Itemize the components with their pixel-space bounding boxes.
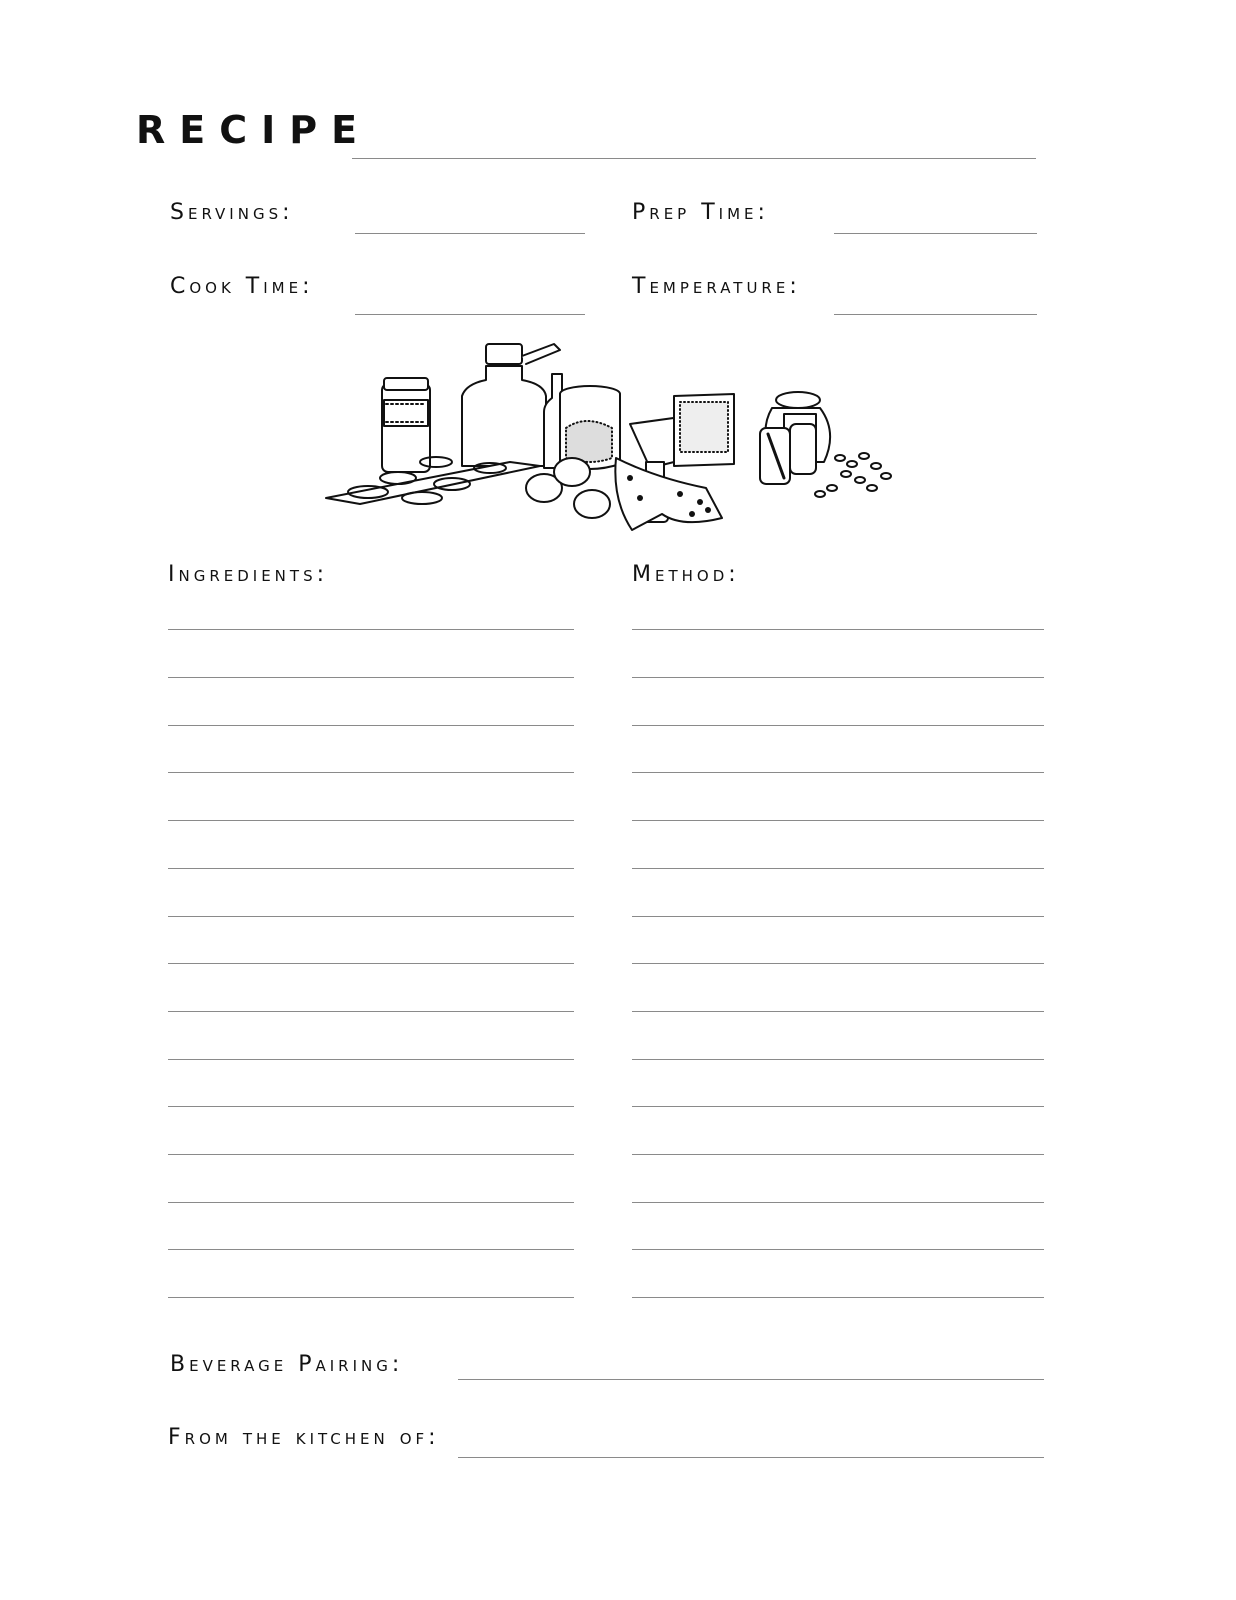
method-line[interactable]: [632, 916, 1044, 917]
method-line[interactable]: [632, 1154, 1044, 1155]
beverage-pairing-line[interactable]: [458, 1379, 1044, 1380]
baking-ingredients-illustration: [320, 338, 900, 538]
method-line[interactable]: [632, 629, 1044, 630]
prep-time-label: Prep Time:: [632, 200, 769, 225]
muffin-tin-icon: [326, 457, 540, 504]
ingredient-line[interactable]: [168, 772, 574, 773]
method-line[interactable]: [632, 820, 1044, 821]
method-label: Method:: [632, 562, 740, 587]
beans-icon: [815, 453, 891, 497]
method-line[interactable]: [632, 1011, 1044, 1012]
method-line[interactable]: [632, 1249, 1044, 1250]
cylinder-icon: [760, 424, 816, 484]
cook-time-label: Cook Time:: [170, 274, 314, 299]
method-line[interactable]: [632, 725, 1044, 726]
ingredients-label: Ingredients:: [168, 562, 329, 587]
title-line[interactable]: [352, 158, 1036, 159]
ingredient-line[interactable]: [168, 1106, 574, 1107]
servings-label: Servings:: [170, 200, 294, 225]
cook-time-line[interactable]: [355, 314, 585, 315]
ingredient-line[interactable]: [168, 1059, 574, 1060]
ingredients-lines: [168, 629, 574, 1309]
ingredient-line[interactable]: [168, 1011, 574, 1012]
ingredient-line[interactable]: [168, 916, 574, 917]
ingredient-line[interactable]: [168, 1297, 574, 1298]
method-line[interactable]: [632, 1297, 1044, 1298]
ingredient-line[interactable]: [168, 1202, 574, 1203]
kitchen-of-line[interactable]: [458, 1457, 1044, 1458]
ingredient-line[interactable]: [168, 677, 574, 678]
method-lines: [632, 629, 1044, 1309]
method-line[interactable]: [632, 868, 1044, 869]
temperature-label: Temperature:: [632, 274, 801, 299]
method-line[interactable]: [632, 1202, 1044, 1203]
ingredient-line[interactable]: [168, 725, 574, 726]
method-line[interactable]: [632, 1059, 1044, 1060]
ingredient-line[interactable]: [168, 820, 574, 821]
page-title: RECIPE: [136, 108, 372, 152]
ingredient-line[interactable]: [168, 963, 574, 964]
ingredient-line[interactable]: [168, 1249, 574, 1250]
method-line[interactable]: [632, 1106, 1044, 1107]
method-line[interactable]: [632, 963, 1044, 964]
ingredient-line[interactable]: [168, 629, 574, 630]
jar-icon: [382, 378, 430, 472]
method-line[interactable]: [632, 677, 1044, 678]
method-line[interactable]: [632, 772, 1044, 773]
servings-line[interactable]: [355, 233, 585, 234]
beverage-pairing-label: Beverage Pairing:: [170, 1352, 404, 1377]
temperature-line[interactable]: [834, 314, 1037, 315]
ingredient-line[interactable]: [168, 1154, 574, 1155]
canister-icon: [560, 386, 620, 469]
ingredient-line[interactable]: [168, 868, 574, 869]
kitchen-of-label: From the kitchen of:: [168, 1425, 440, 1450]
prep-time-line[interactable]: [834, 233, 1037, 234]
box-icon: [674, 394, 734, 466]
